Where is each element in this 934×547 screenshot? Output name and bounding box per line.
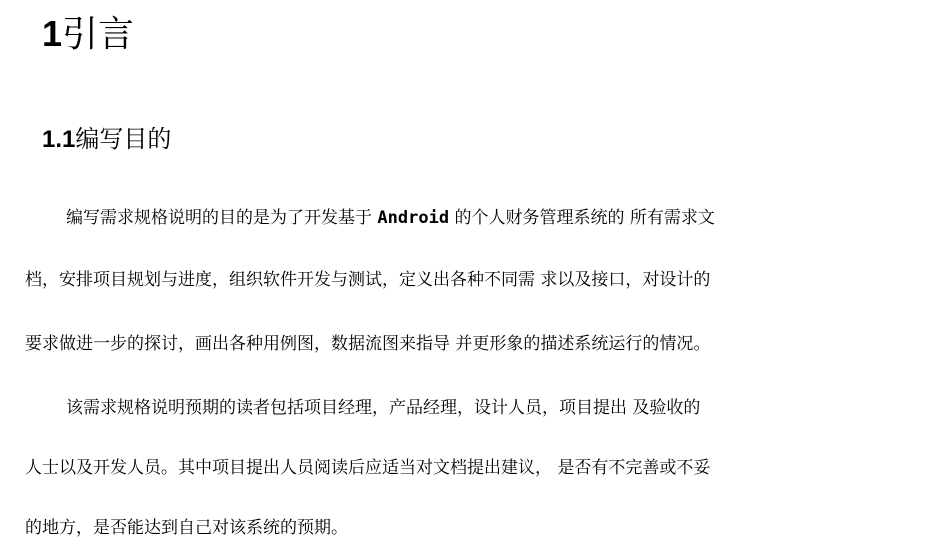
- brand-name: Android: [377, 208, 450, 228]
- section-number: 1: [42, 13, 63, 54]
- paragraph-line: 档，安排项目规划与进度，组织软件开发与测试，定义出各种不同需 求以及接口，对设计的: [25, 270, 711, 290]
- section-title: 引言: [62, 13, 135, 54]
- paragraph-line: 该需求规格说明预期的读者包括项目经理，产品经理，设计人员，项目提出 及验收的: [66, 398, 701, 418]
- section-heading-1: [42, 12, 134, 56]
- text-run: 编写需求规格说明的目的是为了开发基于: [66, 208, 378, 228]
- paragraph-line: 人士以及开发人员。其中项目提出人员阅读后应适当对文档提出建议， 是否有不完善或不妥: [25, 458, 711, 478]
- subsection-number: 1.1: [42, 126, 76, 153]
- text-run: 的个人财务管理系统的 所有需求文: [449, 208, 715, 228]
- subsection-title: 编写目的: [75, 126, 172, 153]
- paragraph-line: 的地方，是否能达到自己对该系统的预期。: [25, 518, 348, 538]
- subsection-heading-1-1: [42, 124, 171, 156]
- paragraph-line: 要求做进一步的探讨，画出各种用例图，数据流图来指导 并更形象的描述系统运行的情况。: [25, 334, 711, 354]
- paragraph-line: [66, 206, 715, 230]
